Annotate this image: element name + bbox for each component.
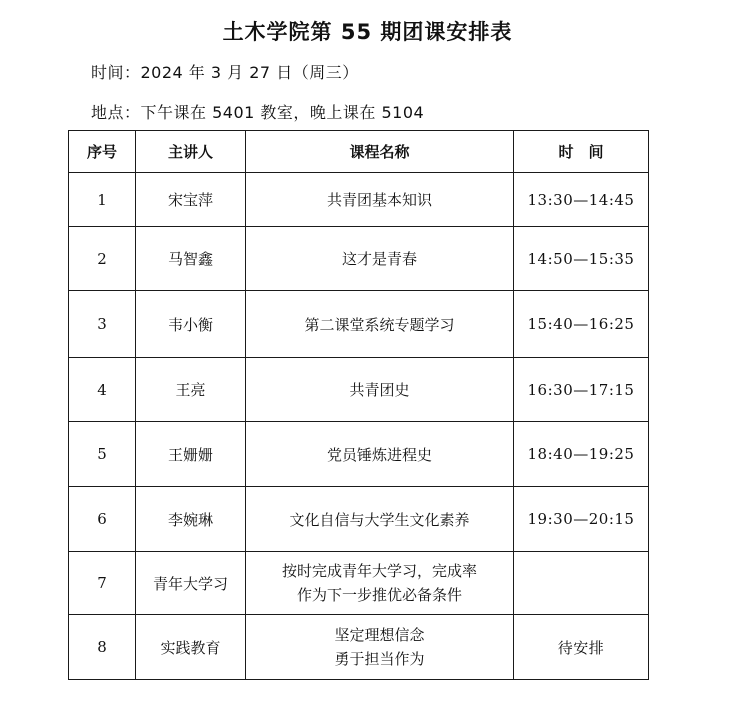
row-no: 1 — [69, 173, 136, 227]
course-line-2: 作为下一步推优必备条件 — [296, 586, 462, 604]
place-info: 地点：下午课在 5401 教室，晚上课在 5104 — [91, 103, 425, 122]
row-course — [246, 615, 514, 680]
table-row — [69, 487, 649, 552]
table-row — [69, 358, 649, 422]
table-row — [69, 422, 649, 487]
row-time: 15:40—16:25 — [514, 291, 649, 358]
header-speaker: 主讲人 — [136, 131, 246, 173]
course-line-1: 坚定理想信念 — [334, 626, 425, 644]
table-row — [69, 227, 649, 291]
row-course: 这才是青春 — [246, 227, 514, 291]
time-info: 时间：2024 年 3 月 27 日（周三） — [91, 63, 359, 82]
table-row — [69, 291, 649, 358]
schedule-table — [68, 130, 649, 680]
row-no: 3 — [69, 291, 136, 358]
row-no: 2 — [69, 227, 136, 291]
row-course: 共青团基本知识 — [246, 173, 514, 227]
table-row — [69, 552, 649, 615]
header-course: 课程名称 — [246, 131, 514, 173]
course-line-1: 按时完成青年大学习，完成率 — [281, 562, 477, 580]
row-time — [514, 552, 649, 615]
row-time: 14:50—15:35 — [514, 227, 649, 291]
row-course: 文化自信与大学生文化素养 — [246, 487, 514, 552]
row-speaker: 韦小衡 — [136, 291, 246, 358]
row-time: 待安排 — [514, 615, 649, 680]
row-time: 19:30—20:15 — [514, 487, 649, 552]
row-speaker: 李婉琳 — [136, 487, 246, 552]
row-speaker: 宋宝萍 — [136, 173, 246, 227]
document-title: 土木学院第 55 期团课安排表 — [222, 20, 513, 44]
row-speaker: 马智鑫 — [136, 227, 246, 291]
row-speaker: 王亮 — [136, 358, 246, 422]
row-speaker: 实践教育 — [136, 615, 246, 680]
row-time: 13:30—14:45 — [514, 173, 649, 227]
row-no: 5 — [69, 422, 136, 487]
row-no: 8 — [69, 615, 136, 680]
row-no: 4 — [69, 358, 136, 422]
table-row — [69, 615, 649, 680]
row-no: 7 — [69, 552, 136, 615]
row-course: 党员锤炼进程史 — [246, 422, 514, 487]
table-header-row — [69, 131, 649, 173]
row-no: 6 — [69, 487, 136, 552]
header-time: 时 间 — [514, 131, 649, 173]
row-time: 16:30—17:15 — [514, 358, 649, 422]
header-no: 序号 — [69, 131, 136, 173]
row-course: 共青团史 — [246, 358, 514, 422]
table-row — [69, 173, 649, 227]
row-speaker: 青年大学习 — [136, 552, 246, 615]
course-line-2: 勇于担当作为 — [334, 650, 425, 668]
row-course — [246, 552, 514, 615]
row-speaker: 王姗姗 — [136, 422, 246, 487]
row-time: 18:40—19:25 — [514, 422, 649, 487]
row-course: 第二课堂系统专题学习 — [246, 291, 514, 358]
